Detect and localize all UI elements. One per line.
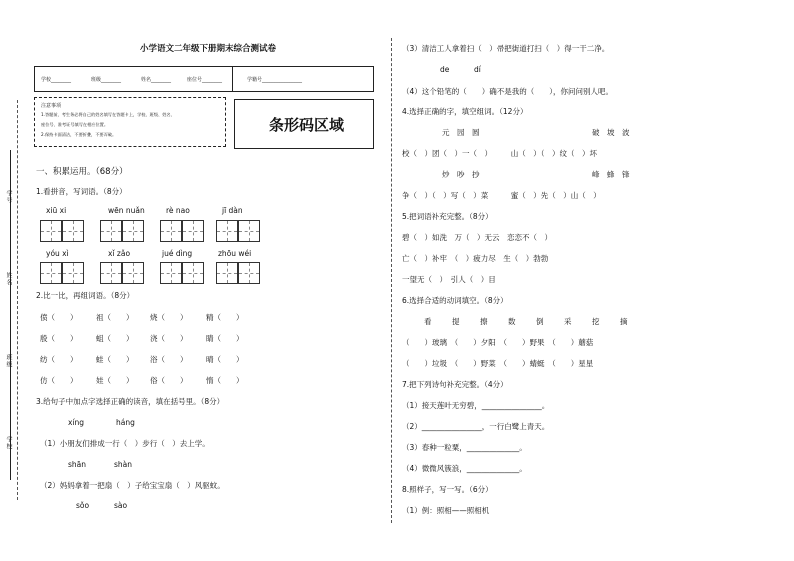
verb-row: （ ）玻璃 （ ）夕阳 （ ）野果 （ ）蘑菇	[402, 338, 594, 347]
question-8: 8.照样子，写一写。（6分）	[402, 485, 493, 494]
compare-item: 殷（ ）	[40, 334, 78, 343]
student-id-field: 学籍号________________	[247, 77, 303, 83]
pinyin-label: zhōu wéi	[218, 249, 252, 258]
sentence-1: （1）小朋友们排成一行（ ）步行（ ）去上学。	[40, 439, 210, 448]
verb-option: 倒	[536, 317, 544, 326]
char-group: 炒 吵 抄	[442, 170, 480, 179]
compare-item: 烧（ ）	[150, 313, 188, 322]
char-group: 峰 蜂 锋	[592, 170, 630, 179]
pinyin-option: shān	[68, 460, 87, 469]
pinyin-label: xiū xi	[46, 206, 67, 215]
section-heading: 一、积累运用。（68分）	[36, 167, 128, 177]
margin-label-school: 学校	[5, 436, 12, 450]
writing-grid[interactable]	[40, 262, 62, 284]
poem-line: （3）春种一粒粟，______________。	[402, 443, 527, 452]
writing-grid[interactable]	[100, 220, 122, 242]
barcode-label: 条形码区域	[269, 116, 345, 134]
margin-label-id: 学号	[5, 190, 12, 204]
compare-item: 蛙（ ）	[96, 355, 134, 364]
barcode-area	[234, 99, 374, 149]
notice-line: 1.答题前，考生务必将自己的姓名填写在答题卡上，学校、班级、姓名、	[41, 112, 175, 117]
question-7: 7.把下列诗句补充完整。（4分）	[402, 380, 508, 389]
pinyin-option: xíng	[68, 418, 85, 427]
question-1: 1.看拼音，写词语。（8分）	[36, 187, 127, 196]
compare-item: 仿（ ）	[40, 376, 78, 385]
pinyin-option: dí	[474, 65, 481, 74]
pinyin-label: wēn nuǎn	[108, 206, 145, 215]
writing-grid[interactable]	[62, 220, 84, 242]
idiom-row: 碧（ ）如洗 万（ ）无云 恋恋不（ ）	[402, 233, 552, 242]
verb-option: 数	[508, 317, 516, 326]
sentence-3: （3）清洁工人拿着扫（ ）帚把街道打扫（ ）得一干二净。	[402, 44, 610, 53]
pinyin-option: shàn	[114, 460, 133, 469]
example-line: （1）例：照相——照相机	[402, 506, 490, 515]
pinyin-label: rè nao	[166, 206, 190, 215]
pinyin-option: sǒo	[76, 501, 90, 510]
writing-grid[interactable]	[238, 220, 260, 242]
student-info-box	[34, 66, 374, 92]
writing-grid[interactable]	[62, 262, 84, 284]
compare-item: 蛆（ ）	[96, 334, 134, 343]
seat-field: 座位号________	[187, 77, 223, 83]
pinyin-label: xǐ zǎo	[108, 249, 131, 258]
writing-grid[interactable]	[238, 262, 260, 284]
char-group: 元 园 圆	[442, 128, 480, 137]
compare-item: 纺（ ）	[40, 355, 78, 364]
writing-grid[interactable]	[160, 220, 182, 242]
fill-row: 校（ ）团（ ）一（ ） 山（ ）（ ）纹（ ）坏	[402, 149, 597, 158]
compare-item: 浴（ ）	[150, 355, 188, 364]
writing-grid[interactable]	[160, 262, 182, 284]
verb-option: 提	[452, 317, 460, 326]
writing-grid[interactable]	[100, 262, 122, 284]
compare-item: 睛（ ）	[206, 334, 244, 343]
pinyin-option: háng	[116, 418, 135, 427]
verb-row: （ ）垃圾 （ ）野菜 （ ）蜻蜓 （ ）星星	[402, 359, 594, 368]
writing-grid[interactable]	[216, 220, 238, 242]
name-field: 姓名________	[141, 77, 172, 83]
pinyin-label: yóu xì	[46, 249, 69, 258]
question-6: 6.选择合适的动词填空。（8分）	[402, 296, 508, 305]
writing-grid[interactable]	[122, 220, 144, 242]
writing-grid[interactable]	[40, 220, 62, 242]
compare-item: 俗（ ）	[150, 376, 188, 385]
margin-label-name: 姓名	[5, 272, 12, 286]
poem-line: （2）________________，一行白鹭上青天。	[402, 422, 550, 431]
poem-line: （1）接天莲叶无穷碧，________________。	[402, 401, 550, 410]
poem-line: （4）微微风簇浪，______________。	[402, 464, 527, 473]
compare-item: 祖（ ）	[96, 313, 134, 322]
writing-grid[interactable]	[122, 262, 144, 284]
pinyin-label: jué dìng	[162, 249, 193, 258]
notice-heading: 注意事项	[41, 103, 62, 109]
idiom-row: 一望无（ ） 引人（ ）目	[402, 275, 496, 284]
pinyin-option: sào	[114, 501, 128, 510]
compare-item: 娃（ ）	[96, 376, 134, 385]
notice-box	[34, 97, 226, 147]
pinyin-label: jī dàn	[222, 206, 243, 215]
writing-grid[interactable]	[216, 262, 238, 284]
compare-item: 浇（ ）	[150, 334, 188, 343]
sentence-4: （4）这个铅笔的（ ）确不是我的（ ），你问问别人吧。	[402, 87, 614, 96]
compare-item: 精（ ）	[206, 313, 244, 322]
sentence-2: （2）妈妈拿着一把扇（ ）子给宝宝扇（ ）风驱蚊。	[40, 481, 225, 490]
char-group: 破 坡 波	[592, 128, 630, 137]
question-5: 5.把词语补充完整。（8分）	[402, 212, 493, 221]
class-field: 班级________	[91, 77, 122, 83]
notice-line: 2.保持卡面清洁，不要折叠，不要弄破。	[41, 132, 117, 137]
school-field: 学校________	[41, 77, 72, 83]
writing-grid[interactable]	[182, 220, 204, 242]
compare-item: 惰（ ）	[206, 376, 244, 385]
verb-option: 采	[564, 317, 572, 326]
question-2: 2.比一比，再组词语。（8分）	[36, 291, 135, 300]
page-title: 小学语文二年级下册期末综合测试卷	[140, 44, 277, 54]
pinyin-option: de	[440, 65, 450, 74]
writing-grid[interactable]	[182, 262, 204, 284]
verb-option: 摘	[620, 317, 628, 326]
notice-line: 座位号、准考证号填写在相应位置。	[41, 122, 109, 127]
verb-option: 看	[424, 317, 432, 326]
question-4: 4.选择正确的字，填空组词。（12分）	[402, 107, 528, 116]
idiom-row: 亡（ ）补牢 （ ）疲力尽 生（ ）勃勃	[402, 254, 549, 263]
fill-row: 争（ ）（ ）写（ ）菜 蜜（ ）先（ ）山（ ）	[402, 191, 601, 200]
compare-item: 偾（ ）	[40, 313, 78, 322]
verb-option: 挖	[592, 317, 600, 326]
compare-item: 晴（ ）	[206, 355, 244, 364]
question-3: 3.给句子中加点字选择正确的读音，填在括号里。（8分）	[36, 397, 225, 406]
margin-label-class: 班级	[5, 354, 12, 368]
verb-option: 擦	[480, 317, 488, 326]
